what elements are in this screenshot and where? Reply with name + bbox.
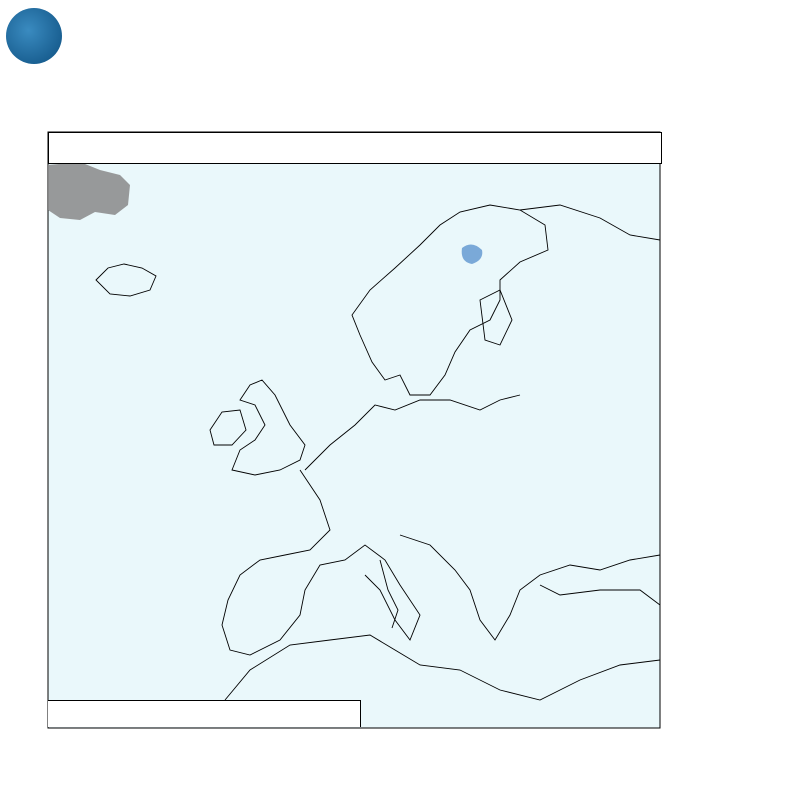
footer-model-info (48, 700, 361, 727)
map-frame (48, 132, 660, 728)
date-line (48, 132, 662, 164)
